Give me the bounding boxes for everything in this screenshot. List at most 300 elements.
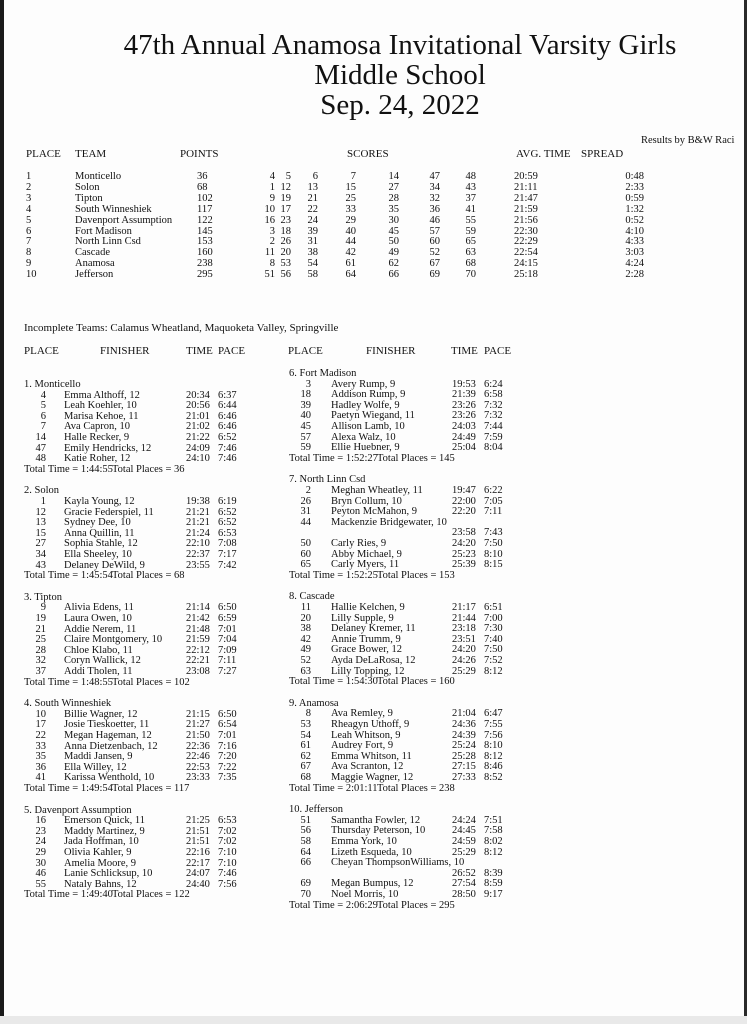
runner-name: Kayla Young, 12 [64, 496, 135, 507]
finisher-header-time-right: TIME [451, 345, 478, 357]
runner-place: 4 [40, 389, 46, 401]
team-total-time: Total Time = 1:44:55 [24, 463, 113, 475]
team-spread: 4:24 [625, 258, 644, 270]
team-score: 22 [307, 203, 318, 215]
runner-place: 52 [300, 655, 311, 666]
runner-time: 22:53 [186, 761, 210, 773]
team-score: 28 [388, 192, 399, 204]
team-score: 62 [388, 258, 399, 270]
runner-pace: 6:52 [218, 506, 237, 518]
runner-pace: 7:11 [218, 655, 237, 667]
team-score: 63 [465, 247, 476, 259]
team-score: 33 [345, 203, 356, 215]
team-score: 65 [465, 236, 476, 248]
team-avg-time: 25:18 [514, 269, 538, 281]
team-avg-time: 24:15 [514, 258, 538, 270]
team-total-places: Total Places = 238 [377, 782, 455, 794]
team-name: Jefferson [75, 269, 114, 281]
runner-name: Avery Rump, 9 [331, 378, 396, 390]
team-place: 7 [26, 236, 32, 248]
runner-pace: 8:10 [484, 548, 503, 560]
team-score: 56 [280, 269, 291, 281]
runner-place: 22 [35, 730, 46, 741]
runner-name: Rheagyn Uthoff, 9 [331, 719, 410, 730]
runner-time: 21:21 [186, 506, 210, 518]
team-score: 14 [388, 171, 399, 182]
runner-place: 38 [300, 623, 311, 635]
runner-place: 29 [35, 847, 46, 858]
runner-time: 24:07 [186, 868, 210, 880]
team-total-places: Total Places = 295 [377, 899, 455, 911]
runner-time: 24:49 [452, 431, 476, 443]
runner-name: Maddi Jansen, 9 [64, 751, 133, 763]
runner-time: 22:20 [452, 506, 476, 518]
runner-place: 51 [300, 814, 311, 826]
runner-time: 21:27 [186, 719, 210, 731]
team-place: 9 [26, 258, 32, 270]
runner-pace: 8:10 [484, 740, 503, 752]
runner-place: 7 [40, 421, 46, 433]
runner-name: Emma York, 10 [331, 836, 397, 847]
runner-pace: 7:58 [484, 825, 503, 837]
runner-time: 21:14 [186, 602, 210, 614]
runner-name: Gracie Federspiel, 11 [64, 506, 154, 518]
runner-pace: 7:46 [218, 453, 237, 465]
runner-place: 36 [35, 761, 46, 773]
team-spread: 3:03 [625, 247, 644, 259]
team-spread: 2:33 [625, 181, 644, 193]
runner-time: 19:38 [186, 496, 210, 507]
runner-time: 20:34 [186, 389, 210, 401]
runner-name: Abby Michael, 9 [331, 548, 402, 560]
runner-name: Addie Nerem, 11 [64, 623, 137, 635]
runner-name: Megan Hageman, 12 [64, 730, 152, 741]
team-score: 5 [285, 171, 291, 182]
team-score: 45 [388, 225, 399, 237]
team-score: 8 [269, 258, 275, 270]
runner-place: 23 [35, 825, 46, 837]
runner-pace: 8:12 [484, 665, 503, 677]
team-score: 16 [264, 214, 275, 226]
team-total-time: Total Time = 1:45:54 [24, 570, 113, 582]
runner-name: Alexa Walz, 10 [331, 431, 396, 443]
team-score: 32 [429, 192, 440, 204]
team-points: 117 [197, 203, 213, 215]
runner-place: 14 [35, 432, 46, 443]
runner-pace: 7:02 [218, 825, 237, 837]
team-total-time: Total Time = 1:52:27 [289, 452, 378, 464]
runner-place: 53 [300, 719, 311, 730]
title-line-1: 47th Annual Anamosa Invitational Varsity Girls [123, 29, 677, 61]
runner-name: Karissa Wenthold, 10 [64, 772, 155, 784]
team-score: 26 [280, 236, 291, 248]
runner-pace: 8:15 [484, 559, 503, 571]
runner-time: 22:12 [186, 644, 210, 656]
team-points: 238 [197, 258, 213, 270]
team-place: 3 [26, 192, 32, 204]
runner-place: 60 [300, 548, 311, 560]
runner-place: 43 [35, 559, 46, 571]
runner-time: 19:47 [452, 485, 476, 496]
finisher-header-pace-right: PACE [484, 345, 512, 357]
runner-name: Grace Bower, 12 [331, 644, 403, 656]
team-place: 6 [26, 225, 32, 237]
runner-time: 21:15 [186, 708, 210, 720]
team-score: 18 [280, 225, 291, 237]
runner-name: Thursday Peterson, 10 [331, 825, 426, 837]
runner-time: 25:23 [452, 548, 476, 560]
runner-pace: 7:27 [218, 666, 237, 677]
runner-name: Samantha Fowler, 12 [331, 814, 421, 826]
runner-name: Annie Trumm, 9 [331, 633, 401, 645]
team-avg-time: 21:56 [514, 214, 538, 226]
runner-pace: 7:56 [218, 878, 237, 890]
team-points: 122 [197, 214, 213, 226]
team-avg-time: 22:54 [514, 247, 538, 259]
runner-name: Anna Dietzenbach, 12 [64, 740, 158, 752]
runner-place: 6 [40, 410, 46, 422]
team-total-time: Total Time = 2:01:11 [289, 782, 378, 794]
team-score: 58 [307, 269, 318, 281]
runner-name: Emma Althoff, 12 [64, 389, 140, 401]
team-spread: 1:32 [625, 203, 644, 215]
team-total-places: Total Places = 68 [112, 570, 185, 582]
runner-time: 23:26 [452, 399, 476, 411]
runner-name: Emily Hendricks, 12 [64, 442, 152, 454]
runner-place: 37 [35, 666, 46, 677]
team-place: 2 [26, 181, 32, 193]
team-score: 59 [465, 225, 476, 237]
team-score: 2 [269, 236, 275, 248]
runner-place: 8 [305, 708, 311, 720]
team-total-places: Total Places = 102 [112, 676, 190, 688]
runner-time: 24:40 [186, 878, 210, 890]
runner-place: 50 [300, 538, 311, 549]
team-points: 153 [197, 236, 213, 248]
team-place: 8 [26, 247, 32, 259]
runner-place: 49 [300, 644, 311, 656]
team-score: 68 [465, 258, 476, 270]
team-score: 53 [280, 258, 291, 270]
team-score: 27 [388, 181, 399, 193]
runner-place: 15 [35, 527, 46, 539]
runner-time: 22:37 [186, 549, 210, 560]
team-score: 9 [269, 192, 275, 204]
runner-place: 62 [300, 750, 311, 762]
runner-pace: 6:51 [484, 602, 503, 613]
runner-time: 19:53 [452, 378, 476, 390]
runner-place: 1 [40, 496, 46, 507]
runner-pace: 7:40 [484, 633, 503, 645]
runner-time: 22:36 [186, 740, 210, 752]
team-score: 46 [429, 214, 440, 226]
runner-pace: 6:47 [484, 708, 503, 720]
runner-place: 42 [300, 633, 311, 645]
runner-pace: 7:16 [218, 740, 237, 752]
runner-name: Billie Wagner, 12 [64, 708, 138, 720]
team-score: 6 [312, 171, 318, 182]
team-score: 7 [350, 171, 356, 182]
runner-name: Emerson Quick, 11 [64, 815, 145, 827]
runner-time: 23:08 [186, 666, 210, 677]
team-spread: 2:28 [625, 269, 644, 281]
runner-pace: 7:10 [218, 857, 237, 869]
runner-place: 46 [35, 868, 46, 880]
runner-name: Ayda DeLaRosa, 12 [331, 655, 416, 666]
team-points: 295 [197, 269, 213, 281]
team-total-time: Total Time = 1:48:55 [24, 676, 113, 688]
runner-pace: 6:52 [218, 432, 237, 443]
runner-name: Delaney DeWild, 9 [64, 559, 145, 571]
team-score: 60 [429, 236, 440, 248]
runner-place: 31 [300, 506, 311, 518]
runner-name: Lilly Supple, 9 [331, 612, 394, 624]
team-section-title: 2. Solon [24, 485, 60, 497]
runner-name: Paetyn Wiegand, 11 [331, 410, 415, 422]
team-score: 24 [307, 214, 318, 226]
team-section-title: 8. Cascade [289, 591, 335, 603]
runner-place: 28 [35, 644, 46, 656]
runner-time: 23:26 [452, 410, 476, 422]
runner-place: 66 [300, 857, 311, 869]
runner-name: Ava Remley, 9 [331, 708, 393, 720]
team-total-places: Total Places = 153 [377, 569, 455, 581]
runner-time: 24:39 [452, 729, 476, 741]
team-spread: 0:59 [625, 192, 644, 204]
team-avg-time: 21:47 [514, 192, 538, 204]
runner-time: 21:25 [186, 815, 210, 827]
runner-time: 27:33 [452, 772, 476, 783]
runner-time: 21:17 [452, 602, 476, 613]
runner-name: Megan Bumpus, 12 [331, 878, 414, 890]
team-score: 34 [429, 181, 440, 193]
team-score: 41 [465, 203, 476, 215]
team-header-team: TEAM [75, 148, 107, 160]
runner-place: 64 [300, 846, 311, 858]
runner-time: 24:10 [186, 453, 210, 465]
runner-name: Claire Montgomery, 10 [64, 634, 163, 646]
team-score: 1 [269, 181, 275, 193]
team-section-title: 6. Fort Madison [289, 368, 357, 379]
runner-pace: 6:54 [218, 719, 237, 731]
runner-name: Bryn Collum, 10 [331, 495, 402, 507]
runner-time: 21:24 [186, 527, 210, 539]
runner-time: 22:16 [186, 847, 210, 858]
runner-time: 24:45 [452, 825, 476, 837]
runner-pace: 6:52 [218, 517, 237, 529]
runner-place: 33 [35, 740, 46, 752]
runner-pace: 6:44 [218, 400, 237, 412]
runner-place: 26 [300, 495, 311, 507]
team-score: 31 [307, 236, 318, 248]
runner-time: 24:03 [452, 421, 476, 432]
runner-time: 23:55 [186, 559, 210, 571]
runner-time: 21:50 [186, 730, 210, 741]
team-name: Davenport Assumption [75, 214, 173, 226]
runner-time: 25:39 [452, 559, 476, 571]
runner-pace: 6:59 [218, 613, 237, 624]
runner-place: 32 [35, 655, 46, 667]
runner-time: 23:58 [452, 527, 476, 539]
runner-place: 39 [300, 399, 311, 411]
runner-place: 12 [35, 506, 46, 518]
runner-pace: 7:20 [218, 751, 237, 763]
team-score: 44 [345, 236, 356, 248]
team-place: 5 [26, 214, 32, 226]
runner-pace: 8:12 [484, 846, 503, 858]
team-points: 160 [197, 247, 213, 259]
runner-time: 23:51 [452, 633, 476, 645]
runner-place: 24 [35, 836, 46, 848]
runner-name: Mackenzie Bridgewater, 10 [331, 516, 447, 528]
team-name: Anamosa [75, 258, 115, 270]
runner-time: 25:29 [452, 665, 476, 677]
runner-time: 28:50 [452, 889, 476, 900]
photo-bottom-edge [0, 1016, 747, 1024]
team-score: 47 [429, 171, 440, 182]
runner-time: 20:56 [186, 400, 210, 412]
runner-pace: 7:30 [484, 623, 503, 635]
runner-pace: 8:02 [484, 836, 503, 847]
team-header-avg: AVG. TIME [516, 148, 571, 160]
team-score: 49 [388, 247, 399, 259]
runner-place: 54 [300, 729, 311, 741]
runner-place: 27 [35, 538, 46, 550]
runner-pace: 6:22 [484, 485, 503, 496]
team-name: North Linn Csd [75, 236, 141, 248]
runner-name: Coryn Wallick, 12 [64, 655, 141, 667]
team-total-time: Total Time = 1:49:54 [24, 783, 113, 794]
runner-place: 48 [35, 453, 46, 465]
runner-pace: 7:01 [218, 623, 237, 635]
runner-place: 55 [35, 878, 46, 890]
runner-place: 68 [300, 772, 311, 783]
runner-pace: 7:43 [484, 527, 503, 539]
team-section-title: 9. Anamosa [289, 697, 339, 709]
runner-pace: 7:52 [484, 655, 503, 666]
runner-name: Leah Koehler, 10 [64, 400, 137, 412]
team-score: 70 [465, 269, 476, 281]
team-section-title: 5. Davenport Assumption [24, 804, 132, 816]
runner-time: 24:59 [452, 836, 476, 847]
runner-name: Halle Recker, 9 [64, 432, 130, 443]
runner-pace: 8:04 [484, 442, 503, 454]
team-score: 15 [345, 181, 356, 193]
team-total-time: Total Time = 2:06:29 [289, 899, 378, 911]
runner-place: 2 [305, 485, 311, 496]
runner-time: 21:04 [452, 708, 476, 720]
runner-place: 56 [300, 825, 311, 837]
runner-time: 21:02 [186, 421, 210, 433]
team-name: Monticello [75, 171, 122, 182]
runner-name: Noel Morris, 10 [331, 889, 399, 900]
runner-pace: 8:59 [484, 878, 503, 890]
runner-place: 45 [300, 421, 311, 432]
team-avg-time: 21:11 [514, 181, 538, 193]
team-score: 12 [280, 181, 291, 193]
team-score: 67 [429, 258, 440, 270]
runner-name: Meghan Wheatley, 11 [331, 485, 423, 496]
team-score: 43 [465, 181, 476, 193]
team-avg-time: 22:30 [514, 225, 538, 237]
team-total-places: Total Places = 117 [112, 783, 190, 794]
runner-time: 23:33 [186, 772, 210, 784]
team-score: 48 [465, 171, 476, 182]
team-points: 36 [197, 171, 208, 182]
team-score: 54 [307, 258, 318, 270]
runner-time: 21:01 [186, 410, 210, 422]
team-spread: 4:10 [625, 225, 644, 237]
runner-pace: 7:22 [218, 761, 237, 773]
runner-time: 21:42 [186, 613, 210, 624]
runner-place: 10 [35, 708, 46, 720]
runner-place: 11 [300, 602, 311, 613]
runner-name: Hadley Wolfe, 9 [331, 399, 400, 411]
team-avg-time: 21:59 [514, 203, 538, 215]
runner-name: Chloe Klabo, 11 [64, 644, 133, 656]
runner-pace: 7:51 [484, 814, 503, 826]
team-points: 145 [197, 225, 213, 237]
finisher-header-place-left: PLACE [24, 345, 59, 357]
runner-place: 67 [300, 761, 311, 773]
runner-pace: 6:58 [484, 389, 503, 401]
runner-pace: 7:08 [218, 538, 237, 550]
runner-time: 21:59 [186, 634, 210, 646]
runner-name: Katie Roher, 12 [64, 453, 131, 465]
runner-name: Laura Owen, 10 [64, 613, 132, 624]
team-score: 61 [345, 258, 356, 270]
runner-pace: 6:50 [218, 708, 237, 720]
runner-place: 3 [305, 378, 311, 390]
runner-place: 25 [35, 634, 46, 646]
runner-pace: 7:02 [218, 836, 237, 848]
team-score: 19 [280, 192, 291, 204]
runner-place: 58 [300, 836, 311, 847]
team-score: 50 [388, 236, 399, 248]
runner-name: Josie Tieskoetter, 11 [64, 719, 150, 731]
runner-time: 22:00 [452, 495, 476, 507]
runner-pace: 6:37 [218, 389, 237, 401]
team-score: 39 [307, 225, 318, 237]
team-points: 68 [197, 181, 208, 193]
runner-name: Anna Quillin, 11 [64, 527, 135, 539]
title-line-2: Middle School [314, 59, 486, 91]
runner-pace: 8:46 [484, 761, 503, 773]
runner-name: Ava Scranton, 12 [331, 761, 404, 773]
runner-place: 16 [35, 815, 46, 827]
runner-name: Carly Ries, 9 [331, 538, 387, 549]
runner-place: 18 [300, 389, 311, 401]
team-section-title: 1. Monticello [24, 379, 81, 390]
team-section-title: 7. North Linn Csd [289, 474, 366, 486]
team-score: 4 [269, 171, 275, 182]
results-by: Results by B&W Raci [641, 135, 735, 146]
runner-place: 47 [35, 442, 46, 454]
runner-time: 25:29 [452, 846, 476, 858]
runner-time: 26:52 [452, 867, 476, 879]
runner-name: Carly Myers, 11 [331, 559, 400, 571]
runner-name: Lanie Schlicksup, 10 [64, 868, 153, 880]
runner-time: 21:44 [452, 612, 476, 624]
team-score: 51 [264, 269, 275, 281]
runner-name: Audrey Fort, 9 [331, 740, 394, 752]
runner-name: Ava Capron, 10 [64, 421, 130, 433]
team-score: 29 [345, 214, 356, 226]
runner-name: Emma Whitson, 11 [331, 750, 412, 762]
runner-place: 34 [35, 549, 46, 560]
runner-place: 9 [40, 602, 46, 614]
finisher-header-finisher-right: FINISHER [366, 345, 416, 357]
